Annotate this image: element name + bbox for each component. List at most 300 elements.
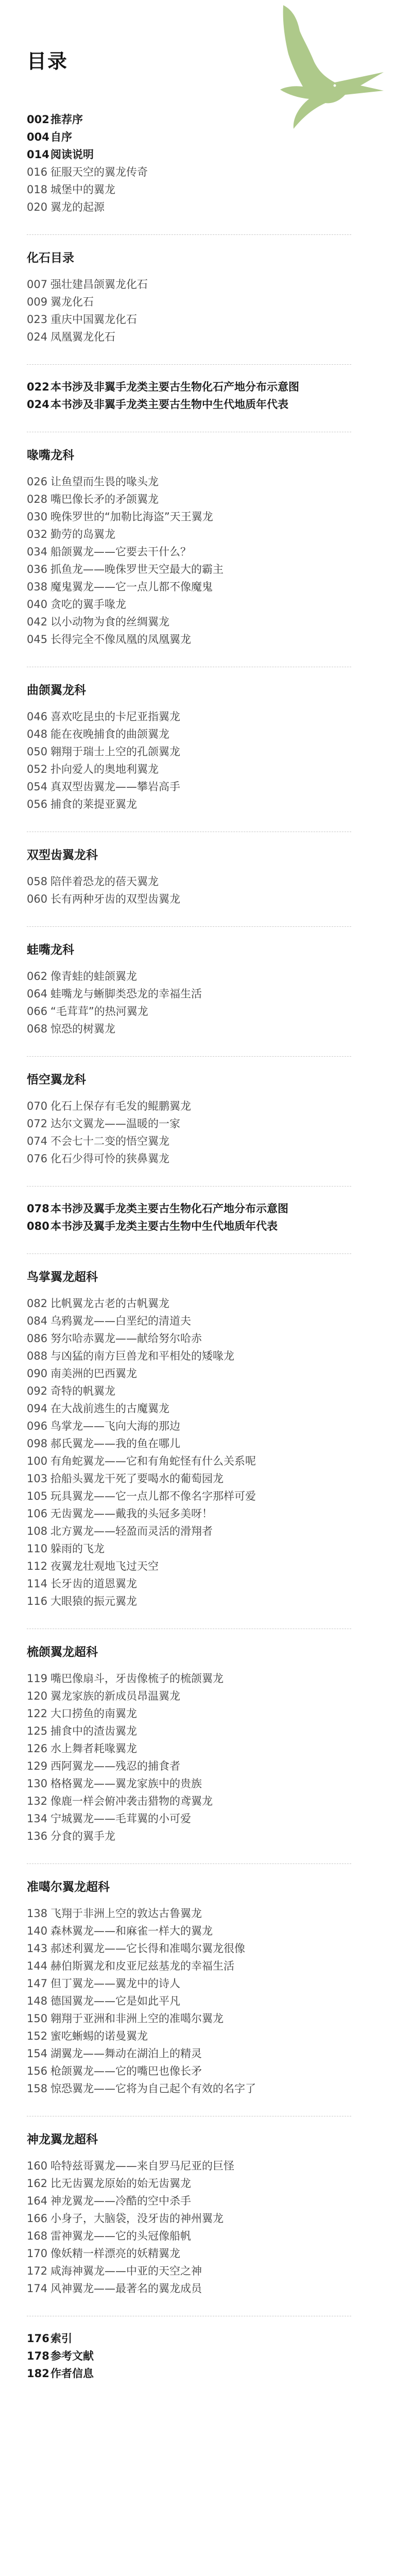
entry-page-number: 034 [27, 546, 48, 558]
section-divider [27, 1186, 351, 1187]
entry-page-number: 150 [27, 2012, 48, 2025]
entry-title: 能在夜晚捕食的曲颌翼龙 [50, 728, 169, 740]
entry-page-number: 046 [27, 710, 48, 723]
toc-section [27, 378, 351, 413]
toc-entry[interactable] [27, 760, 351, 778]
entry-page-number: 036 [27, 563, 48, 575]
entry-page-number: 144 [27, 1960, 48, 1972]
toc-entry[interactable] [27, 396, 351, 413]
toc-entry[interactable] [27, 2365, 351, 2382]
entry-page-number: 024 [27, 331, 48, 343]
entry-page-number: 132 [27, 1795, 48, 1807]
entry-page-number: 020 [27, 201, 48, 213]
toc-entry[interactable] [27, 163, 351, 181]
entry-page-number: 072 [27, 1117, 48, 1130]
entry-title: 湖翼龙——舞动在湖泊上的精灵 [50, 2047, 202, 2060]
entry-title: 鸟掌龙——飞向大海的那边 [50, 1420, 180, 1432]
entry-title: 蜜吃蜥蜴的诺曼翼龙 [50, 2030, 148, 2042]
toc-entry[interactable] [27, 311, 351, 328]
entry-title: 大眼猿的振元翼龙 [50, 1595, 137, 1607]
entry-title: 蛙嘴龙与蜥脚类恐龙的幸福生活 [50, 988, 202, 1000]
toc-entry[interactable] [27, 2175, 351, 2192]
entry-page-number: 138 [27, 1907, 48, 1920]
entry-page-number: 168 [27, 2230, 48, 2242]
toc-entry[interactable] [27, 1940, 351, 1957]
entry-page-number: 158 [27, 2082, 48, 2095]
section-divider [27, 926, 351, 927]
entry-page-number: 148 [27, 1995, 48, 2007]
toc-entry[interactable] [27, 613, 351, 631]
toc-section [27, 2330, 351, 2382]
entry-title: 像妖精一样漂亮的妖精翼龙 [50, 2247, 180, 2260]
entry-title: 捕食的莱提亚翼龙 [50, 798, 137, 810]
entry-title: 飞翔于非洲上空的敦达古鲁翼龙 [50, 1907, 202, 1920]
entry-title: 神龙翼龙——冷酷的空中杀手 [50, 2195, 191, 2207]
entry-page-number: 080 [27, 1220, 49, 1232]
entry-title: 惊恐翼龙——它将为自己起个有效的名字了 [50, 2082, 256, 2095]
entry-page-number: 174 [27, 2282, 48, 2295]
entry-page-number: 024 [27, 398, 49, 411]
entry-page-number: 076 [27, 1153, 48, 1165]
toc-entry[interactable] [27, 2245, 351, 2262]
entry-page-number: 119 [27, 1672, 48, 1685]
entry-title: 拾船头翼龙干死了要喝水的葡萄园龙 [50, 1472, 224, 1485]
entry-title: 凤凰翼龙化石 [50, 331, 115, 343]
entry-title: 枪颌翼龙——它的嘴巴也像长矛 [50, 2065, 202, 2077]
toc-entry[interactable] [27, 1200, 351, 1217]
entry-title: 郝氏翼龙——我的鱼在哪儿 [50, 1437, 180, 1450]
entry-title: 抓鱼龙——晚侏罗世天空最大的霸主 [50, 563, 224, 575]
entry-title: 本书涉及翼手龙类主要古生物中生代地质年代表 [50, 1220, 278, 1232]
toc-entry[interactable] [27, 1705, 351, 1722]
entry-page-number: 054 [27, 781, 48, 793]
toc-entry[interactable] [27, 1365, 351, 1382]
entry-page-number: 014 [27, 148, 49, 161]
toc-entry[interactable] [27, 2227, 351, 2245]
toc-entry[interactable] [27, 708, 351, 725]
entry-title: 宁城翼龙——毛茸翼的小可爱 [50, 1812, 191, 1825]
entry-page-number: 094 [27, 1402, 48, 1415]
toc-entry[interactable] [27, 1435, 351, 1452]
toc-entry[interactable] [27, 1810, 351, 1827]
entry-page-number: 078 [27, 1202, 49, 1215]
section-divider [27, 364, 351, 365]
toc-entry[interactable] [27, 1330, 351, 1347]
entry-title: 不会七十二变的悟空翼龙 [50, 1135, 169, 1147]
entry-title: 本书涉及翼手龙类主要古生物化石产地分布示意图 [50, 1202, 288, 1215]
toc-entry[interactable] [27, 543, 351, 561]
entry-page-number: 114 [27, 1578, 48, 1590]
toc-entry[interactable] [27, 561, 351, 578]
toc-section [27, 845, 351, 908]
entry-title: 比无齿翼龙原始的始无齿翼龙 [50, 2177, 191, 2190]
entry-page-number: 140 [27, 1925, 48, 1937]
toc-entry[interactable] [27, 968, 351, 985]
entry-title: 赫伯斯翼龙和皮亚尼兹基龙的幸福生活 [50, 1960, 234, 1972]
entry-page-number: 170 [27, 2247, 48, 2260]
section-divider [27, 1863, 351, 1864]
toc-entry[interactable] [27, 378, 351, 396]
toc-entry[interactable] [27, 2010, 351, 2027]
entry-title: 翼龙的起源 [50, 201, 105, 213]
toc-section [27, 940, 351, 1038]
entry-title: 长得完全不像凤凰的凤凰翼龙 [50, 633, 191, 646]
entry-page-number: 023 [27, 313, 48, 326]
toc-entry[interactable] [27, 873, 351, 890]
toc-entry[interactable] [27, 1722, 351, 1740]
entry-title: 在大战前逃生的古魔翼龙 [50, 1402, 169, 1415]
entry-title: 作者信息 [50, 2367, 94, 2380]
toc-entry[interactable] [27, 1150, 351, 1167]
entry-title: 郝述利翼龙——它长得和准噶尔翼龙很像 [50, 1942, 245, 1955]
entry-page-number: 038 [27, 581, 48, 593]
toc-entry[interactable] [27, 795, 351, 813]
entry-page-number: 130 [27, 1777, 48, 1790]
entry-page-number: 152 [27, 2030, 48, 2042]
entry-page-number: 009 [27, 296, 48, 308]
entry-page-number: 082 [27, 1297, 48, 1310]
entry-page-number: 056 [27, 798, 48, 810]
toc-entry[interactable] [27, 2192, 351, 2210]
entry-page-number: 120 [27, 1690, 48, 1702]
entry-title: 德国翼龙——它是如此平凡 [50, 1995, 180, 2007]
entry-title: 喜欢吃昆虫的卡尼亚指翼龙 [50, 710, 180, 723]
entry-page-number: 110 [27, 1543, 48, 1555]
toc-entry[interactable] [27, 1992, 351, 2010]
entry-page-number: 040 [27, 598, 48, 611]
section-divider [27, 1056, 351, 1057]
toc-entry[interactable] [27, 1557, 351, 1575]
entry-title: 森林翼龙——和麻雀一样大的翼龙 [50, 1925, 213, 1937]
entry-title: 奇特的帆翼龙 [50, 1385, 115, 1397]
entry-title: 南美洲的巴西翼龙 [50, 1367, 137, 1380]
toc-section [27, 1267, 351, 1610]
toc-entry[interactable] [27, 2062, 351, 2080]
toc-entry[interactable] [27, 181, 351, 198]
entry-page-number: 090 [27, 1367, 48, 1380]
entry-title: 征服天空的翼龙传奇 [50, 166, 148, 178]
section-heading: 化石目录 [27, 251, 74, 265]
entry-title: 与凶猛的南方巨兽龙和平相处的矮喙龙 [50, 1350, 234, 1362]
entry-title: 船颌翼龙——它要去干什么？ [50, 546, 191, 558]
entry-page-number: 162 [27, 2177, 48, 2190]
entry-page-number: 066 [27, 1005, 48, 1018]
entry-title: 强壮建昌颌翼龙化石 [50, 278, 148, 291]
entry-page-number: 116 [27, 1595, 48, 1607]
entry-title: 嘴巴像长矛的矛颌翼龙 [50, 493, 159, 505]
entry-title: 翼龙化石 [50, 296, 94, 308]
entry-page-number: 160 [27, 2160, 48, 2172]
toc-entry[interactable] [27, 1505, 351, 1522]
entry-page-number: 058 [27, 875, 48, 888]
entry-page-number: 098 [27, 1437, 48, 1450]
toc-entry[interactable] [27, 111, 351, 128]
toc-entry[interactable] [27, 146, 351, 163]
toc-section [27, 446, 351, 648]
toc-entry[interactable] [27, 1957, 351, 1975]
entry-page-number: 050 [27, 745, 48, 758]
toc-entry[interactable] [27, 508, 351, 526]
entry-title: 努尔哈赤翼龙——献给努尔哈赤 [50, 1332, 202, 1345]
entry-page-number: 143 [27, 1942, 48, 1955]
section-heading: 梳颌翼龙超科 [27, 1646, 98, 1659]
toc-entry[interactable] [27, 725, 351, 743]
entry-title: 夜翼龙壮观地飞过天空 [50, 1560, 159, 1572]
toc-entry[interactable] [27, 1522, 351, 1540]
toc-entry[interactable] [27, 128, 351, 146]
entry-page-number: 060 [27, 893, 48, 905]
entry-page-number: 126 [27, 1742, 48, 1755]
section-heading: 准噶尔翼龙超科 [27, 1880, 110, 1894]
toc-entry[interactable] [27, 328, 351, 346]
entry-title: 捕食中的渣齿翼龙 [50, 1725, 137, 1737]
entry-title: 达尔文翼龙——温暖的一家 [50, 1117, 180, 1130]
entry-page-number: 092 [27, 1385, 48, 1397]
toc-entry[interactable] [27, 743, 351, 760]
entry-page-number: 125 [27, 1725, 48, 1737]
entry-page-number: 052 [27, 763, 48, 775]
entry-page-number: 068 [27, 1023, 48, 1035]
toc-entry[interactable] [27, 1905, 351, 1922]
entry-title: 让鱼望而生畏的喙头龙 [50, 476, 159, 488]
entry-title: 化石上保存有毛发的鲲鹏翼龙 [50, 1100, 191, 1112]
section-heading: 鸟掌翼龙超科 [27, 1270, 98, 1284]
section-heading: 喙嘴龙科 [27, 449, 74, 462]
entry-page-number: 129 [27, 1760, 48, 1772]
toc-entry[interactable] [27, 473, 351, 490]
toc-entry[interactable] [27, 1217, 351, 1235]
toc-entry[interactable] [27, 1922, 351, 1940]
section-heading: 曲颌翼龙科 [27, 684, 86, 697]
entry-page-number: 154 [27, 2047, 48, 2060]
entry-page-number: 007 [27, 278, 48, 291]
toc-entry[interactable] [27, 490, 351, 508]
entry-page-number: 122 [27, 1707, 48, 1720]
entry-title: 但丁翼龙——翼龙中的诗人 [50, 1977, 180, 1990]
toc-entry[interactable] [27, 1347, 351, 1365]
toc-section [27, 1070, 351, 1167]
entry-title: 小身子，大脑袋，没牙齿的神州翼龙 [50, 2212, 224, 2225]
toc-entry[interactable] [27, 985, 351, 1003]
entry-title: 西阿翼龙——残忍的捕食者 [50, 1760, 180, 1772]
toc-section [27, 681, 351, 813]
entry-title: 咸海神翼龙——中亚的天空之神 [50, 2265, 202, 2277]
entry-page-number: 048 [27, 728, 48, 740]
toc-section [27, 111, 351, 216]
entry-title: 惊恐的树翼龙 [50, 1023, 115, 1035]
entry-page-number: 096 [27, 1420, 48, 1432]
entry-title: 分食的翼手龙 [50, 1830, 115, 1842]
entry-title: 晚侏罗世的“加勒比海盗”天王翼龙 [50, 511, 213, 523]
toc-entry[interactable] [27, 1003, 351, 1020]
entry-title: 化石少得可怜的狭鼻翼龙 [50, 1153, 169, 1165]
toc-entry[interactable] [27, 1740, 351, 1757]
section-heading: 神龙翼龙超科 [27, 2133, 98, 2146]
toc-entry[interactable] [27, 2262, 351, 2280]
entry-title: 魔鬼翼龙——它一点儿都不像魔鬼 [50, 581, 213, 593]
entry-page-number: 134 [27, 1812, 48, 1825]
toc-section [27, 1642, 351, 1845]
toc-entry[interactable] [27, 1687, 351, 1705]
entry-page-number: 156 [27, 2065, 48, 2077]
toc-section [27, 248, 351, 346]
entry-page-number: 164 [27, 2195, 48, 2207]
entry-page-number: 074 [27, 1135, 48, 1147]
entry-title: 重庆中国翼龙化石 [50, 313, 137, 326]
toc-entry[interactable] [27, 293, 351, 311]
entry-title: 以小动物为食的丝绸翼龙 [50, 616, 169, 628]
toc-section [27, 1200, 351, 1235]
entry-page-number: 166 [27, 2212, 48, 2225]
toc-entry[interactable] [27, 596, 351, 613]
entry-title: 嘴巴像扇斗，牙齿像梳子的梳颌翼龙 [50, 1672, 224, 1685]
section-heading: 悟空翼龙科 [27, 1073, 86, 1087]
toc-entry[interactable] [27, 1417, 351, 1435]
toc-entry[interactable] [27, 2210, 351, 2227]
entry-title: 本书涉及非翼手龙类主要古生物化石产地分布示意图 [50, 381, 299, 393]
toc-section [27, 2130, 351, 2297]
page-title: 目录 [27, 50, 68, 73]
toc-entry[interactable] [27, 526, 351, 543]
entry-page-number: 086 [27, 1332, 48, 1345]
toc-entry[interactable] [27, 1452, 351, 1470]
entry-title: 水上舞者耗喙翼龙 [50, 1742, 137, 1755]
entry-title: 像鹿一样会俯冲袭击猎物的鸢翼龙 [50, 1795, 213, 1807]
entry-title: 哈特兹哥翼龙——来自罗马尼亚的巨怪 [50, 2160, 234, 2172]
entry-title: 翱翔于亚洲和非洲上空的准噶尔翼龙 [50, 2012, 224, 2025]
toc-entry[interactable] [27, 578, 351, 596]
toc-entry[interactable] [27, 2280, 351, 2297]
toc-section [27, 1877, 351, 2097]
entry-page-number: 176 [27, 2332, 49, 2345]
entry-page-number: 022 [27, 381, 49, 393]
entry-title: 躲雨的飞龙 [50, 1543, 105, 1555]
entry-title: 推荐序 [50, 113, 83, 126]
entry-page-number: 018 [27, 183, 48, 196]
toc-entry[interactable] [27, 1115, 351, 1132]
entry-page-number: 103 [27, 1472, 48, 1485]
entry-page-number: 045 [27, 633, 48, 646]
entry-page-number: 002 [27, 113, 49, 126]
toc-entry[interactable] [27, 1670, 351, 1687]
toc-entry[interactable] [27, 890, 351, 908]
section-divider [27, 1253, 351, 1254]
entry-title: 格格翼龙——翼龙家族中的贵族 [50, 1777, 202, 1790]
entry-page-number: 100 [27, 1455, 48, 1467]
toc-entry[interactable] [27, 2330, 351, 2347]
entry-title: 翼龙家族的新成员昂温翼龙 [50, 1690, 180, 1702]
toc-entry[interactable] [27, 778, 351, 795]
entry-page-number: 112 [27, 1560, 48, 1572]
toc-list [27, 111, 351, 2401]
toc-entry[interactable] [27, 2027, 351, 2045]
toc-entry[interactable] [27, 1132, 351, 1150]
entry-title: 玩具翼龙——它一点儿都不像名字那样可爱 [50, 1490, 256, 1502]
toc-entry[interactable] [27, 1792, 351, 1810]
toc-entry[interactable] [27, 1295, 351, 1312]
entry-title: 城堡中的翼龙 [50, 183, 115, 196]
toc-entry[interactable] [27, 2347, 351, 2365]
toc-entry[interactable] [27, 1487, 351, 1505]
toc-entry[interactable] [27, 1575, 351, 1592]
entry-page-number: 108 [27, 1525, 48, 1537]
entry-title: 乌鸦翼龙——白垩纪的清道夫 [50, 1315, 191, 1327]
entry-title: 风神翼龙——最著名的翼龙成员 [50, 2282, 202, 2295]
entry-page-number: 178 [27, 2350, 49, 2362]
entry-page-number: 106 [27, 1507, 48, 1520]
entry-title: 参考文献 [50, 2350, 94, 2362]
entry-page-number: 084 [27, 1315, 48, 1327]
section-heading: 双型齿翼龙科 [27, 849, 98, 862]
toc-entry[interactable] [27, 1975, 351, 1992]
entry-page-number: 028 [27, 493, 48, 505]
entry-title: 比帆翼龙古老的古帆翼龙 [50, 1297, 169, 1310]
entry-title: 勤劳的岛翼龙 [50, 528, 115, 540]
entry-title: 翱翔于瑞士上空的孔颌翼龙 [50, 745, 180, 758]
toc-entry[interactable] [27, 1592, 351, 1610]
entry-title: 阅读说明 [50, 148, 94, 161]
entry-title: 索引 [50, 2332, 72, 2345]
toc-entry[interactable] [27, 2080, 351, 2097]
entry-title: 无齿翼龙——戴我的头冠多美呀！ [50, 1507, 213, 1520]
toc-entry[interactable] [27, 1540, 351, 1557]
entry-title: 自序 [50, 131, 72, 143]
toc-entry[interactable] [27, 1097, 351, 1115]
entry-page-number: 147 [27, 1977, 48, 1990]
entry-title: 像青蛙的蛙颌翼龙 [50, 970, 137, 982]
entry-title: 本书涉及非翼手龙类主要古生物中生代地质年代表 [50, 398, 288, 411]
toc-entry[interactable] [27, 1757, 351, 1775]
toc-entry[interactable] [27, 1312, 351, 1330]
section-divider [27, 234, 351, 235]
entry-title: 北方翼龙——轻盈而灵活的滑翔者 [50, 1525, 213, 1537]
entry-page-number: 016 [27, 166, 48, 178]
toc-entry[interactable] [27, 276, 351, 293]
entry-title: 陪伴着恐龙的蓓天翼龙 [50, 875, 159, 888]
toc-entry[interactable] [27, 1020, 351, 1038]
entry-title: 扑向爱人的奥地利翼龙 [50, 763, 159, 775]
entry-page-number: 026 [27, 476, 48, 488]
entry-title: 长有两种牙齿的双型齿翼龙 [50, 893, 180, 905]
entry-title: 真双型齿翼龙——攀岩高手 [50, 781, 180, 793]
toc-entry[interactable] [27, 1775, 351, 1792]
entry-page-number: 136 [27, 1830, 48, 1842]
toc-entry[interactable] [27, 2045, 351, 2062]
entry-page-number: 182 [27, 2367, 49, 2380]
entry-page-number: 030 [27, 511, 48, 523]
entry-page-number: 088 [27, 1350, 48, 1362]
entry-page-number: 004 [27, 131, 49, 143]
entry-title: 大口捞鱼的南翼龙 [50, 1707, 137, 1720]
entry-title: “毛茸茸”的热河翼龙 [50, 1005, 148, 1018]
toc-entry[interactable] [27, 1400, 351, 1417]
entry-page-number: 042 [27, 616, 48, 628]
section-heading: 蛙嘴龙科 [27, 943, 74, 957]
entry-title: 有角蛇翼龙——它和有角蛇怪有什么关系呢 [50, 1455, 256, 1467]
entry-page-number: 070 [27, 1100, 48, 1112]
toc-entry[interactable] [27, 1382, 351, 1400]
entry-page-number: 172 [27, 2265, 48, 2277]
toc-entry[interactable] [27, 1827, 351, 1845]
toc-entry[interactable] [27, 1470, 351, 1487]
entry-page-number: 105 [27, 1490, 48, 1502]
entry-title: 贪吃的翼手喙龙 [50, 598, 126, 611]
entry-title: 雷神翼龙——它的头冠像船帆 [50, 2230, 191, 2242]
toc-entry[interactable] [27, 198, 351, 216]
toc-entry[interactable] [27, 2157, 351, 2175]
toc-entry[interactable] [27, 631, 351, 648]
entry-page-number: 064 [27, 988, 48, 1000]
